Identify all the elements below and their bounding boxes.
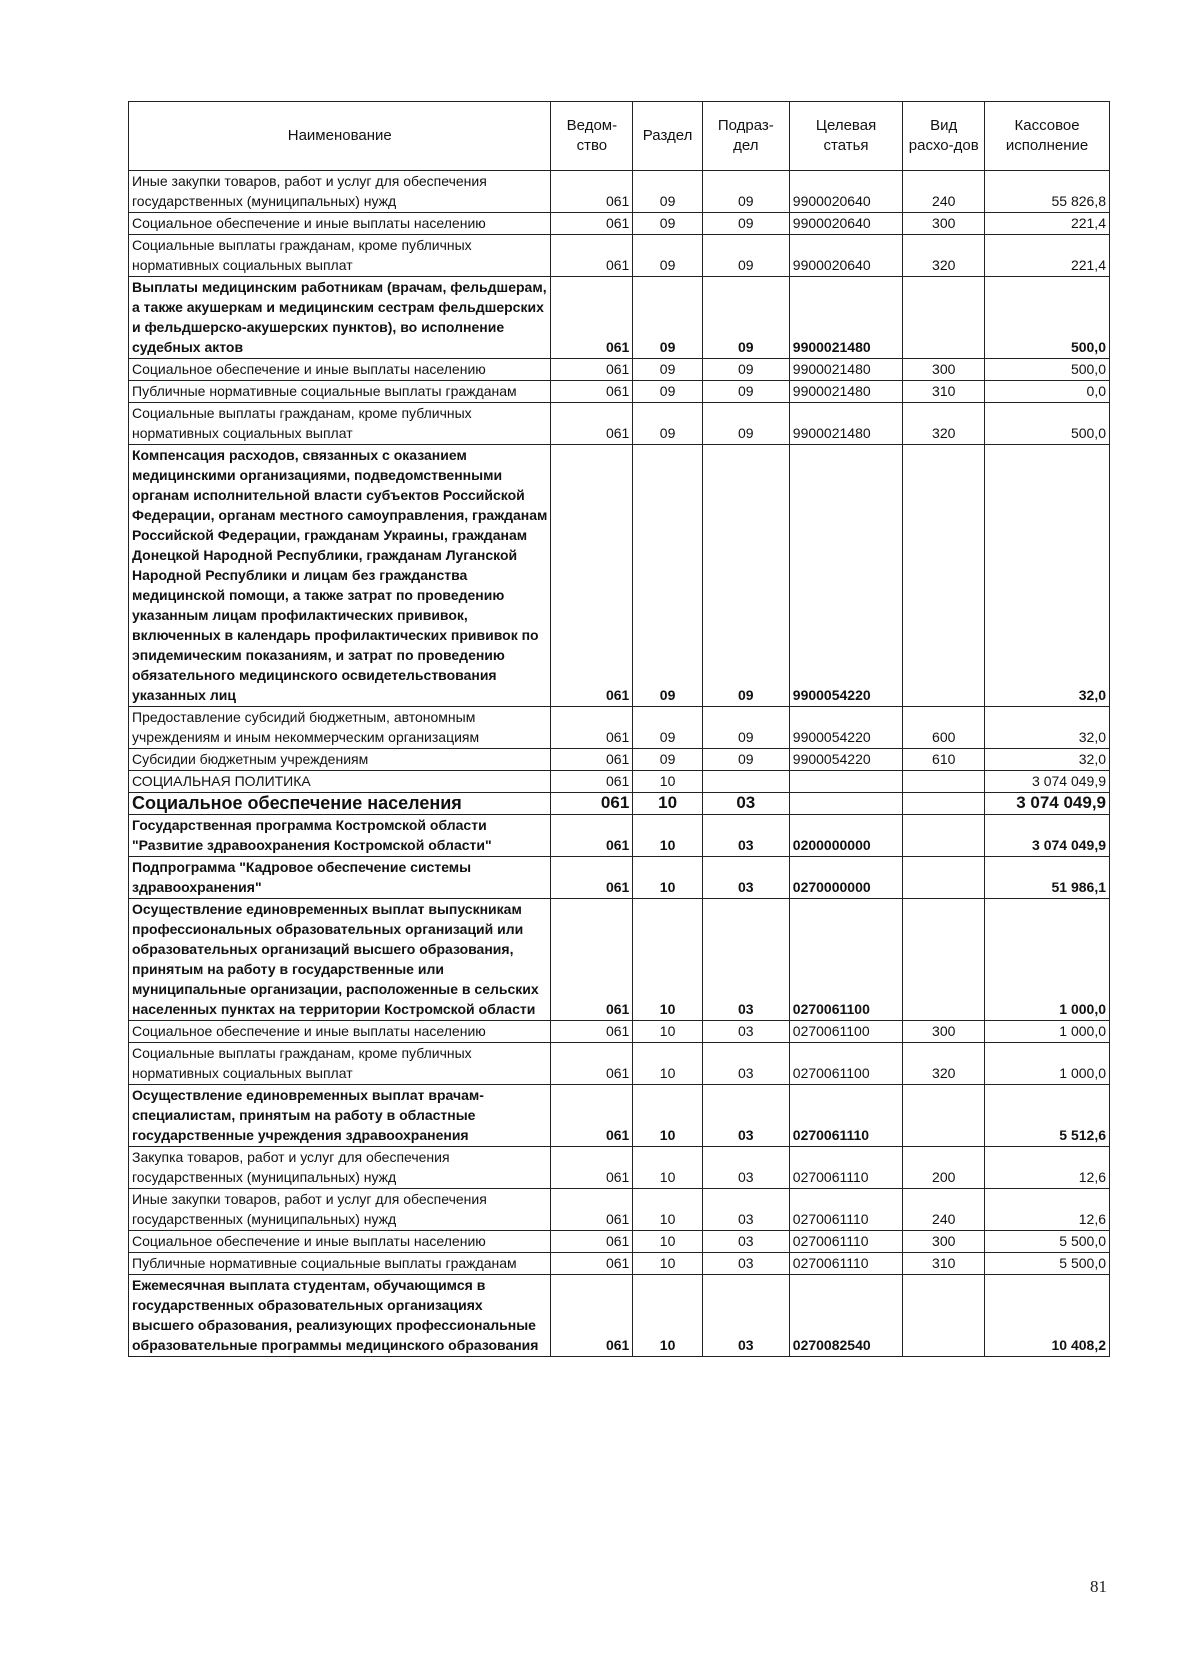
table-row <box>129 1253 1110 1275</box>
cell-podrazdel: 03 <box>702 815 789 857</box>
cell-statia: 0270061100 <box>789 1043 903 1085</box>
cell-name: Социальное обеспечение и иные выплаты населению <box>129 359 551 381</box>
cell-vedom: 061 <box>551 1085 633 1147</box>
cell-vedom: 061 <box>551 857 633 899</box>
cell-razdel: 09 <box>633 749 703 771</box>
cell-podrazdel: 09 <box>702 213 789 235</box>
table-row <box>129 1189 1110 1231</box>
cell-podrazdel: 03 <box>702 1231 789 1253</box>
cell-vedom: 061 <box>551 277 633 359</box>
cell-amount: 500,0 <box>985 277 1110 359</box>
cell-name: Предоставление субсидий бюджетным, автономным учреждениям и иным некоммерческим организациям <box>129 707 551 749</box>
cell-statia: 9900021480 <box>789 277 903 359</box>
cell-podrazdel: 09 <box>702 277 789 359</box>
cell-razdel: 09 <box>633 213 703 235</box>
cell-name: Социальное обеспечение и иные выплаты населению <box>129 1021 551 1043</box>
cell-podrazdel <box>702 771 789 793</box>
cell-name: Социальные выплаты гражданам, кроме публичных нормативных социальных выплат <box>129 403 551 445</box>
cell-vedom: 061 <box>551 1275 633 1357</box>
cell-podrazdel: 03 <box>702 1253 789 1275</box>
table-header-row <box>129 102 1110 171</box>
cell-vid: 300 <box>903 359 985 381</box>
cell-razdel: 10 <box>633 815 703 857</box>
cell-amount: 0,0 <box>985 381 1110 403</box>
cell-statia: 9900054220 <box>789 445 903 707</box>
cell-vid <box>903 1275 985 1357</box>
table-row <box>129 793 1110 815</box>
cell-podrazdel: 03 <box>702 1189 789 1231</box>
table-row <box>129 381 1110 403</box>
cell-razdel: 10 <box>633 1275 703 1357</box>
cell-vid: 300 <box>903 213 985 235</box>
cell-razdel: 09 <box>633 235 703 277</box>
cell-vid <box>903 771 985 793</box>
cell-razdel: 09 <box>633 707 703 749</box>
cell-podrazdel: 03 <box>702 1147 789 1189</box>
cell-vid: 320 <box>903 1043 985 1085</box>
cell-vid: 320 <box>903 403 985 445</box>
cell-vid <box>903 815 985 857</box>
cell-amount: 5 512,6 <box>985 1085 1110 1147</box>
cell-statia: 0200000000 <box>789 815 903 857</box>
cell-statia: 9900020640 <box>789 235 903 277</box>
cell-vedom: 061 <box>551 235 633 277</box>
cell-vid: 320 <box>903 235 985 277</box>
table-row <box>129 1275 1110 1357</box>
cell-podrazdel: 09 <box>702 359 789 381</box>
cell-podrazdel: 03 <box>702 1085 789 1147</box>
cell-vid: 610 <box>903 749 985 771</box>
cell-amount: 5 500,0 <box>985 1231 1110 1253</box>
cell-vid <box>903 857 985 899</box>
cell-amount: 10 408,2 <box>985 1275 1110 1357</box>
cell-amount: 32,0 <box>985 445 1110 707</box>
cell-vedom: 061 <box>551 403 633 445</box>
cell-podrazdel: 09 <box>702 707 789 749</box>
cell-amount: 3 074 049,9 <box>985 815 1110 857</box>
cell-name: Иные закупки товаров, работ и услуг для обеспечения государственных (муниципальных) нужд <box>129 171 551 213</box>
cell-razdel: 09 <box>633 359 703 381</box>
cell-statia: 0270061100 <box>789 1021 903 1043</box>
cell-statia: 9900054220 <box>789 707 903 749</box>
cell-vedom: 061 <box>551 381 633 403</box>
cell-razdel: 09 <box>633 445 703 707</box>
cell-name: Публичные нормативные социальные выплаты гражданам <box>129 1253 551 1275</box>
table-row <box>129 445 1110 707</box>
table-row <box>129 899 1110 1021</box>
header-statia: Целевая статья <box>789 102 903 171</box>
cell-razdel: 10 <box>633 1021 703 1043</box>
table-row <box>129 171 1110 213</box>
cell-amount: 5 500,0 <box>985 1253 1110 1275</box>
cell-vid <box>903 793 985 815</box>
cell-statia: 0270061100 <box>789 899 903 1021</box>
cell-name: Социальные выплаты гражданам, кроме публичных нормативных социальных выплат <box>129 1043 551 1085</box>
cell-razdel: 10 <box>633 1189 703 1231</box>
cell-vid <box>903 445 985 707</box>
cell-vid: 600 <box>903 707 985 749</box>
cell-statia: 9900054220 <box>789 749 903 771</box>
cell-name: Социальное обеспечение и иные выплаты населению <box>129 1231 551 1253</box>
cell-vedom: 061 <box>551 445 633 707</box>
cell-vid: 300 <box>903 1021 985 1043</box>
cell-podrazdel: 03 <box>702 1021 789 1043</box>
cell-amount: 1 000,0 <box>985 1021 1110 1043</box>
table-row <box>129 749 1110 771</box>
cell-podrazdel: 03 <box>702 1275 789 1357</box>
cell-name: Выплаты медицинским работникам (врачам, фельдшерам, а также акушеркам и медицинским сестрам фельдшерских и фельдшерско-акушерских пунктов), во исполнение судебных актов <box>129 277 551 359</box>
cell-razdel: 10 <box>633 1043 703 1085</box>
cell-statia: 9900021480 <box>789 359 903 381</box>
cell-name: Публичные нормативные социальные выплаты гражданам <box>129 381 551 403</box>
cell-statia: 9900021480 <box>789 381 903 403</box>
cell-amount: 32,0 <box>985 749 1110 771</box>
cell-vedom: 061 <box>551 359 633 381</box>
cell-vid <box>903 277 985 359</box>
cell-podrazdel: 03 <box>702 793 789 815</box>
cell-amount: 32,0 <box>985 707 1110 749</box>
cell-vid: 240 <box>903 171 985 213</box>
cell-razdel: 09 <box>633 171 703 213</box>
cell-razdel: 10 <box>633 1085 703 1147</box>
cell-statia: 0270061110 <box>789 1253 903 1275</box>
table-row <box>129 213 1110 235</box>
cell-name: Социальные выплаты гражданам, кроме публичных нормативных социальных выплат <box>129 235 551 277</box>
cell-name: Ежемесячная выплата студентам, обучающимся в государственных образовательных организациях высшего образования, реализующих профессиональные образовательные программы медицинского образования <box>129 1275 551 1357</box>
cell-vedom: 061 <box>551 213 633 235</box>
cell-statia: 9900021480 <box>789 403 903 445</box>
cell-razdel: 10 <box>633 1253 703 1275</box>
cell-amount: 3 074 049,9 <box>985 793 1110 815</box>
cell-amount: 1 000,0 <box>985 899 1110 1021</box>
cell-name: Иные закупки товаров, работ и услуг для обеспечения государственных (муниципальных) нужд <box>129 1189 551 1231</box>
cell-vid: 300 <box>903 1231 985 1253</box>
cell-statia: 0270061110 <box>789 1147 903 1189</box>
page-number: 81 <box>1090 1577 1107 1596</box>
cell-statia: 9900020640 <box>789 171 903 213</box>
cell-vedom: 061 <box>551 899 633 1021</box>
header-razdel: Раздел <box>633 102 703 171</box>
cell-amount: 500,0 <box>985 359 1110 381</box>
cell-vedom: 061 <box>551 771 633 793</box>
table-row <box>129 857 1110 899</box>
cell-podrazdel: 09 <box>702 749 789 771</box>
cell-vedom: 061 <box>551 171 633 213</box>
budget-execution-table <box>128 101 1110 1357</box>
cell-amount: 51 986,1 <box>985 857 1110 899</box>
table-row <box>129 403 1110 445</box>
cell-statia: 0270061110 <box>789 1085 903 1147</box>
table-row <box>129 277 1110 359</box>
cell-amount: 221,4 <box>985 213 1110 235</box>
cell-amount: 12,6 <box>985 1189 1110 1231</box>
cell-name: Социальное обеспечение населения <box>129 793 551 815</box>
cell-vedom: 061 <box>551 1021 633 1043</box>
cell-podrazdel: 09 <box>702 445 789 707</box>
cell-vedom: 061 <box>551 749 633 771</box>
budget-table-sheet <box>128 101 1110 1357</box>
cell-name: СОЦИАЛЬНАЯ ПОЛИТИКА <box>129 771 551 793</box>
cell-name: Социальное обеспечение и иные выплаты населению <box>129 213 551 235</box>
cell-razdel: 10 <box>633 857 703 899</box>
header-amount: Кассовое исполнение <box>985 102 1110 171</box>
cell-podrazdel: 09 <box>702 403 789 445</box>
cell-podrazdel: 03 <box>702 899 789 1021</box>
table-row <box>129 359 1110 381</box>
cell-vedom: 061 <box>551 1189 633 1231</box>
cell-vedom: 061 <box>551 1043 633 1085</box>
cell-name: Осуществление единовременных выплат выпускникам профессиональных образовательных организаций или образовательных организаций высшего образования, принятым на работу в государственные или муниципальные организации, расположенные в сельских населенных пунктах на территории Костромской области <box>129 899 551 1021</box>
table-row <box>129 1147 1110 1189</box>
cell-amount: 500,0 <box>985 403 1110 445</box>
header-vid: Вид расхо-дов <box>903 102 985 171</box>
cell-razdel: 10 <box>633 1231 703 1253</box>
cell-amount: 3 074 049,9 <box>985 771 1110 793</box>
cell-razdel: 09 <box>633 381 703 403</box>
cell-razdel: 10 <box>633 793 703 815</box>
cell-statia: 0270061110 <box>789 1231 903 1253</box>
cell-statia: 0270082540 <box>789 1275 903 1357</box>
cell-vid: 310 <box>903 381 985 403</box>
table-row <box>129 815 1110 857</box>
cell-name: Государственная программа Костромской области "Развитие здравоохранения Костромской области" <box>129 815 551 857</box>
table-row <box>129 1085 1110 1147</box>
cell-vedom: 061 <box>551 815 633 857</box>
cell-vid: 200 <box>903 1147 985 1189</box>
cell-podrazdel: 09 <box>702 381 789 403</box>
header-podrazdel: Подраз-дел <box>702 102 789 171</box>
cell-vedom: 061 <box>551 1147 633 1189</box>
cell-amount: 221,4 <box>985 235 1110 277</box>
cell-podrazdel: 03 <box>702 857 789 899</box>
cell-vid <box>903 899 985 1021</box>
cell-amount: 12,6 <box>985 1147 1110 1189</box>
cell-razdel: 10 <box>633 771 703 793</box>
cell-podrazdel: 03 <box>702 1043 789 1085</box>
cell-razdel: 10 <box>633 1147 703 1189</box>
header-name: Наименование <box>129 102 551 171</box>
cell-vedom: 061 <box>551 707 633 749</box>
cell-statia: 9900020640 <box>789 213 903 235</box>
cell-name: Компенсация расходов, связанных с оказанием медицинскими организациями, подведомственными органам исполнительной власти субъектов Российской Федерации, органам местного самоуправления, гражданам Российской Федерации, гражданам Украины, гражданам Донецкой Народной Республики, гражданам Луганской Народной Республики и лицам без гражданства медицинской помощи, а также затрат по проведению указанным лицам профилактических прививок, включенных в календарь профилактических прививок по эпидемическим показаниям, и затрат по проведению обязательного медицинского освидетельствования указанных лиц <box>129 445 551 707</box>
cell-podrazdel: 09 <box>702 171 789 213</box>
cell-vedom: 061 <box>551 1253 633 1275</box>
table-row <box>129 1043 1110 1085</box>
cell-vedom: 061 <box>551 793 633 815</box>
cell-razdel: 09 <box>633 277 703 359</box>
table-row <box>129 235 1110 277</box>
cell-name: Закупка товаров, работ и услуг для обеспечения государственных (муниципальных) нужд <box>129 1147 551 1189</box>
cell-statia <box>789 771 903 793</box>
cell-name: Подпрограмма "Кадровое обеспечение системы здравоохранения" <box>129 857 551 899</box>
cell-vid <box>903 1085 985 1147</box>
cell-amount: 1 000,0 <box>985 1043 1110 1085</box>
cell-razdel: 09 <box>633 403 703 445</box>
table-row <box>129 1021 1110 1043</box>
header-vedom: Ведом-ство <box>551 102 633 171</box>
cell-statia <box>789 793 903 815</box>
cell-vid: 310 <box>903 1253 985 1275</box>
cell-name: Субсидии бюджетным учреждениям <box>129 749 551 771</box>
cell-name: Осуществление единовременных выплат врачам-специалистам, принятым на работу в областные государственные учреждения здравоохранения <box>129 1085 551 1147</box>
cell-statia: 0270000000 <box>789 857 903 899</box>
table-body <box>129 171 1110 1357</box>
cell-razdel: 10 <box>633 899 703 1021</box>
cell-vid: 240 <box>903 1189 985 1231</box>
table-row <box>129 707 1110 749</box>
table-row <box>129 771 1110 793</box>
cell-amount: 55 826,8 <box>985 171 1110 213</box>
cell-statia: 0270061110 <box>789 1189 903 1231</box>
cell-vedom: 061 <box>551 1231 633 1253</box>
table-row <box>129 1231 1110 1253</box>
cell-podrazdel: 09 <box>702 235 789 277</box>
